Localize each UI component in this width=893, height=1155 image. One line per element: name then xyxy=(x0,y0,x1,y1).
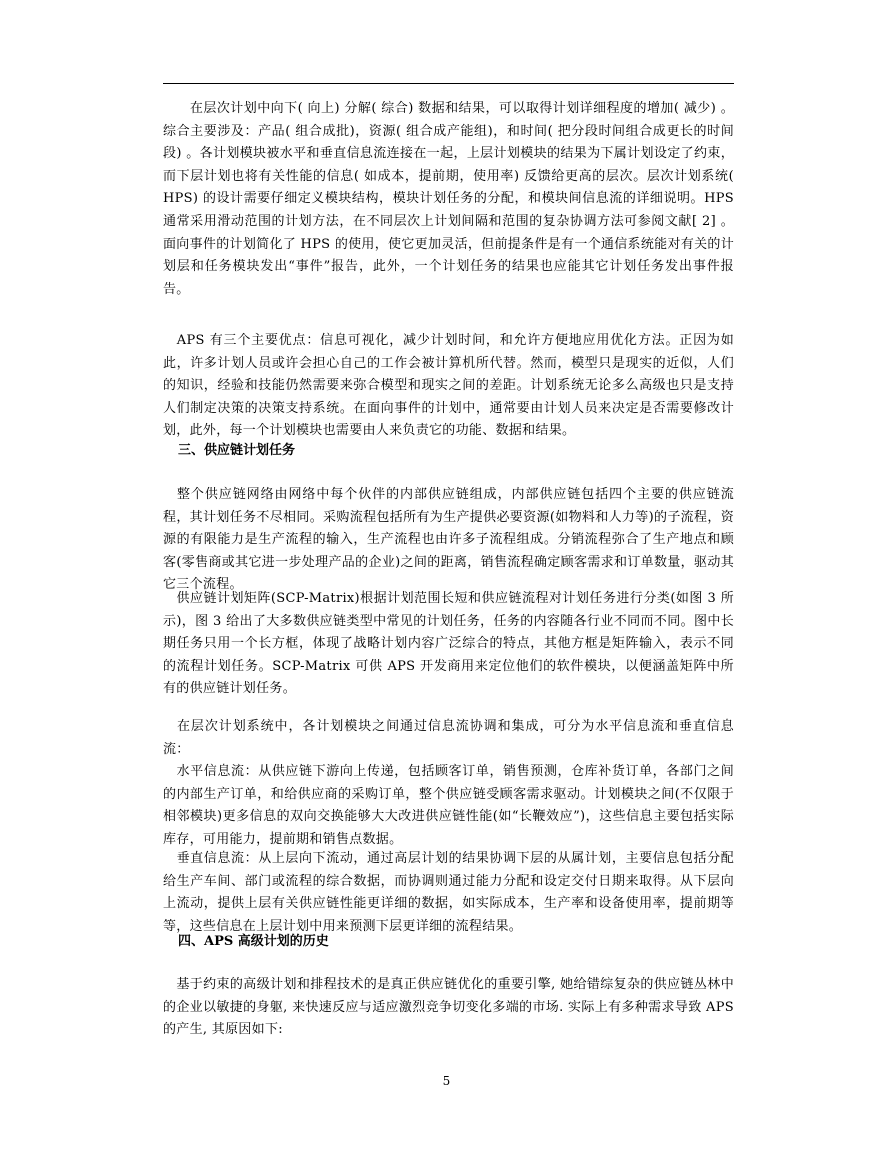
paragraph-aps-history: 基于约束的高级计划和排程技术的是真正供应链优化的重要引擎, 她给错综复杂的供应链丛林中的企业以敏捷的身躯, 来快速反应与适应激烈竞争切变化多端的市场. 实际上有多种需求导致 APS 的产生, 其原因如下: xyxy=(163,977,734,1038)
paragraph-hierarchical-planning: 在层次计划中向下( 向上) 分解( 综合) 数据和结果，可以取得计划详细程度的增加( 减少) 。综合主要涉及：产品( 组合成批)，资源( 组合成产能组)，和时间( 把分段时间组合成更长的时间段) 。各计划模块被水平和垂直信息流连接在一起，上层计划模块的结果为下属计划设定了约束，而下层计划也将有关性能的信息( 如成本，提前期，使用率) 反馈给更高的层次。层次计划系统( HPS) 的设计需要仔细定义模块结构，模块计划任务的分配，和模块间信息流的详细说明。HPS 通常采用滑动范围的计划方法，在不同层次上计划间隔和范围的复杂协调方法可参阅文献[ 2] 。面向事件的计划简化了 HPS 的使用，使它更加灵活，但前提条件是有一个通信系统能对有关的计划层和任务模块发出“事件”报告，此外，一个计划任务的结果也应能其它计划任务发出事件报告。 xyxy=(163,101,734,297)
paragraph-horizontal-flow: 水平信息流：从供应链下游向上传递，包括顾客订单，销售预测，仓库补货订单，各部门之间的内部生产订单，和给供应商的采购订单，整个供应链受顾客需求驱动。计划模块之间(不仅限于相邻模块)更多信息的双向交换能够大大改进供应链性能(如“长鞭效应”)，这些信息主要包括实际库存，可用能力，提前期和销售点数据。 xyxy=(163,764,734,847)
page-number: 5 xyxy=(442,1074,451,1088)
header-rule xyxy=(163,83,734,84)
section-heading-4: 四、APS 高级计划的历史 xyxy=(178,934,329,949)
paragraph-vertical-flow: 垂直信息流：从上层向下流动，通过高层计划的结果协调下层的从属计划，主要信息包括分配给生产车间、部门或流程的综合数据，而协调则通过能力分配和设定交付日期来取得。从下层向上流动，提供上层有关供应链性能更详细的数据，如实际成本，生产率和设备使用率，提前期等等，这些信息在上层计划中用来预测下层更详细的流程结果。 xyxy=(163,851,734,934)
paragraph-scp-matrix: 供应链计划矩阵(SCP-Matrix)根据计划范围长短和供应链流程对计划任务进行分类(如图 3 所示)，图 3 给出了大多数供应链类型中常见的计划任务，任务的内容随各行业不同而不同。图中长期任务只用一个长方框，体现了战略计划内容广泛综合的特点，其他方框是矩阵输入，表示不同的流程计划任务。SCP-Matrix 可供 APS 开发商用来定位他们的软件模块，以便涵盖矩阵中所有的供应链计划任务。 xyxy=(163,591,734,697)
paragraph-information-flows: 在层次计划系统中，各计划模块之间通过信息流协调和集成，可分为水平信息流和垂直信息流： xyxy=(163,719,734,757)
paragraph-aps-advantages: APS 有三个主要优点：信息可视化，减少计划时间，和允许方便地应用优化方法。正因为如此，许多计划人员或许会担心自己的工作会被计算机所代替。然而，模型只是现实的近似，人们的知识，经验和技能仍然需要来弥合模型和现实之间的差距。计划系统无论多么高级也只是支持人们制定决策的决策支持系统。在面向事件的计划中，通常要由计划人员来决定是否需要修改计划，此外，每一个计划模块也需要由人来负责它的功能、数据和结果。 xyxy=(163,333,734,439)
section-heading-3: 三、供应链计划任务 xyxy=(178,443,296,458)
paragraph-supply-chain-network: 整个供应链网络由网络中每个伙伴的内部供应链组成，内部供应链包括四个主要的供应链流程，其计划任务不尽相同。采购流程包括所有为生产提供必要资源(如物料和人力等)的子流程，资源的有限能力是生产流程的输入，生产流程也由许多子流程组成。分销流程弥合了生产地点和顾客(零售商或其它进一步处理产品的企业)之间的距离，销售流程确定顾客需求和订单数量，驱动其它三个流程。 xyxy=(163,487,734,593)
